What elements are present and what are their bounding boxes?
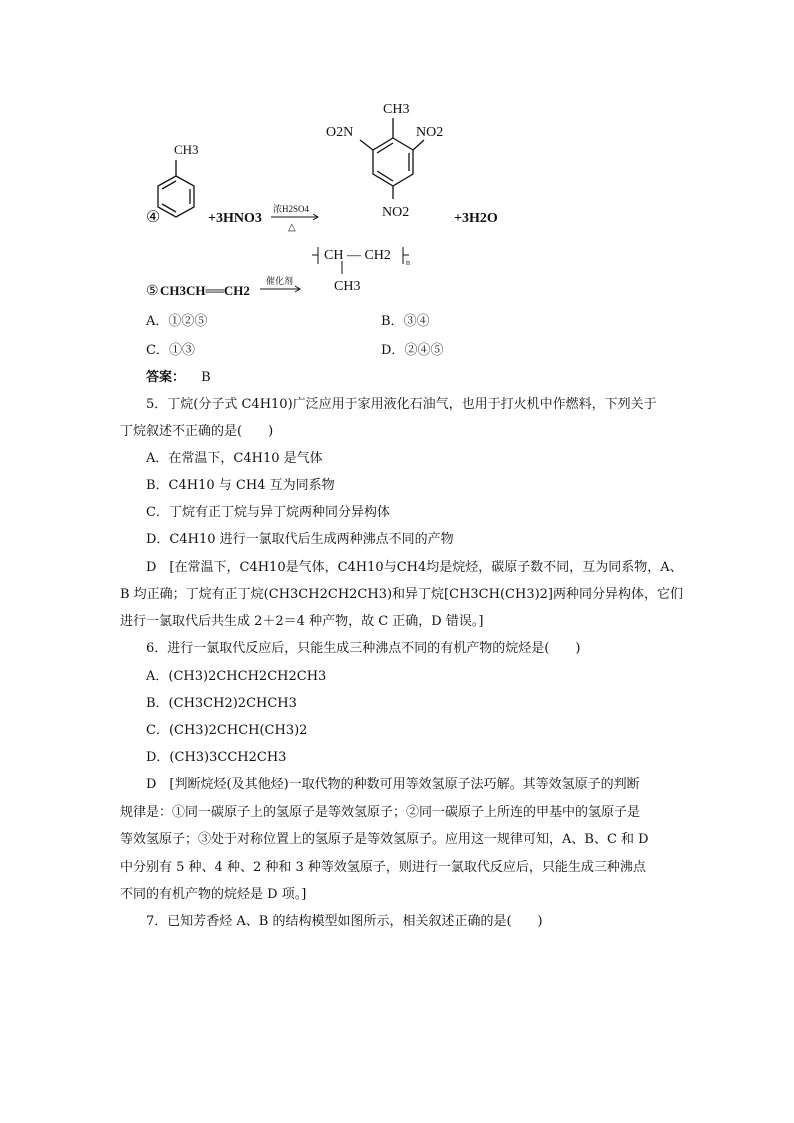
tnt-no2-bottom: NO2: [382, 205, 410, 220]
q4-option-b: [381, 310, 430, 329]
q4-option-c-text: ①③: [168, 343, 195, 358]
q4-option-b-text: ③④: [403, 314, 430, 329]
q5-option-c: C．丁烷有正丁烷与异丁烷两种同分异构体: [146, 505, 390, 520]
q5-explain-line2: B 均正确；丁烷有正丁烷(CH3CH2CH2CH3)和异丁烷[CH3CH(CH3)2]两种同分异构体，它们: [120, 587, 683, 602]
q6-stem: 6．进行一氯取代反应后，只能生成三种沸点不同的有机产物的烷烃是( ): [146, 641, 581, 656]
q4-option-d-text: ②④⑤: [404, 343, 444, 358]
tnt-methyl-label: CH3: [383, 102, 410, 117]
q7-stem: 7．已知芳香烃 A、B 的结构模型如图所示，相关叙述正确的是( ): [146, 914, 543, 929]
q4-answer-value: B: [201, 370, 211, 385]
q4-option-a-text: ①②⑤: [168, 314, 208, 329]
q6-explain-line4: 中分别有 5 种、4 种、2 种和 3 种等效氢原子，则进行一氯取代反应后，只能生成三种沸点: [120, 860, 646, 875]
reaction-4-diagram: [0, 0, 794, 240]
toluene-methyl-label: CH3: [174, 142, 199, 157]
tnt-no2-right: NO2: [416, 125, 444, 140]
q5-option-b: B．C4H10 与 CH4 互为同系物: [146, 478, 335, 493]
reaction-4-number: ④: [146, 209, 161, 226]
q4-option-c: [146, 339, 195, 358]
q5-stem-line1: 5．丁烷(分子式 C4H10)广泛应用于家用液化石油气，也用于打火机中作燃料，下列关于: [146, 397, 657, 412]
q6-option-a: A．(CH3)2CHCH2CH2CH3: [146, 669, 327, 684]
reaction-5-reactant: CH3CH══CH2: [160, 283, 250, 298]
q6-explain-line3: 等效氢原子；③处于对称位置上的氢原子是等效氢原子。应用这一规律可知，A、B、C 和 D: [120, 832, 649, 847]
q4-option-a: [146, 310, 207, 329]
q5-stem-line2: 丁烷叙述不正确的是( ): [120, 424, 274, 439]
reagent-label: +3HNO3: [208, 211, 262, 226]
reaction-5-diagram: [0, 236, 794, 304]
q6-explain-line5: 不同的有机产物的烷烃是 D 项。]: [120, 887, 307, 902]
q6-explain-line2: 规律是：①同一碳原子上的氢原子是等效氢原子；②同一碳原子上所连的甲基中的氢原子是: [120, 805, 641, 820]
polymer-branch: CH3: [334, 279, 361, 294]
condition-bottom: △: [288, 222, 296, 233]
q4-option-d: [381, 339, 443, 358]
toluene-structure: [158, 160, 194, 217]
q4-option-b-letter: B．: [381, 314, 404, 329]
q4-answer: [146, 366, 211, 385]
q5-explain-line1: D [在常温下，C4H10是气体，C4H10与CH4均是烷烃，碳原子数不同，互为同系物，A、: [146, 560, 683, 575]
condition-top: 浓H2SO4: [273, 204, 310, 214]
q4-option-d-letter: D．: [381, 343, 405, 358]
q6-option-d: D．(CH3)3CCH2CH3: [146, 750, 287, 765]
q6-option-b: B．(CH3CH2)2CHCH3: [146, 696, 297, 711]
q5-option-a: A．在常温下，C4H10 是气体: [146, 451, 323, 466]
q4-answer-label: 答案：: [146, 370, 186, 385]
q4-option-a-letter: A．: [146, 314, 169, 329]
byproduct-label: +3H2O: [454, 211, 498, 226]
reaction-5-number: ⑤: [146, 284, 159, 299]
polymer-main: CH — CH2: [324, 248, 391, 263]
tnt-no2-left: O2N: [326, 125, 354, 140]
reaction-5-condition: 催化剂: [266, 276, 294, 286]
tnt-structure: [360, 118, 424, 199]
q5-explain-line3: 进行一氯取代后共生成 2＋2＝4 种产物，故 C 正确，D 错误。]: [120, 614, 484, 629]
polymer-subscript: n: [406, 258, 410, 267]
q6-option-c: C．(CH3)2CHCH(CH3)2: [146, 723, 308, 738]
q5-option-d: D．C4H10 进行一氯取代后生成两种沸点不同的产物: [146, 532, 454, 547]
q6-explain-line1: D [判断烷烃(及其他烃)一取代物的种数可用等效氢原子法巧解。其等效氢原子的判断: [146, 777, 640, 792]
q4-option-c-letter: C．: [146, 343, 169, 358]
